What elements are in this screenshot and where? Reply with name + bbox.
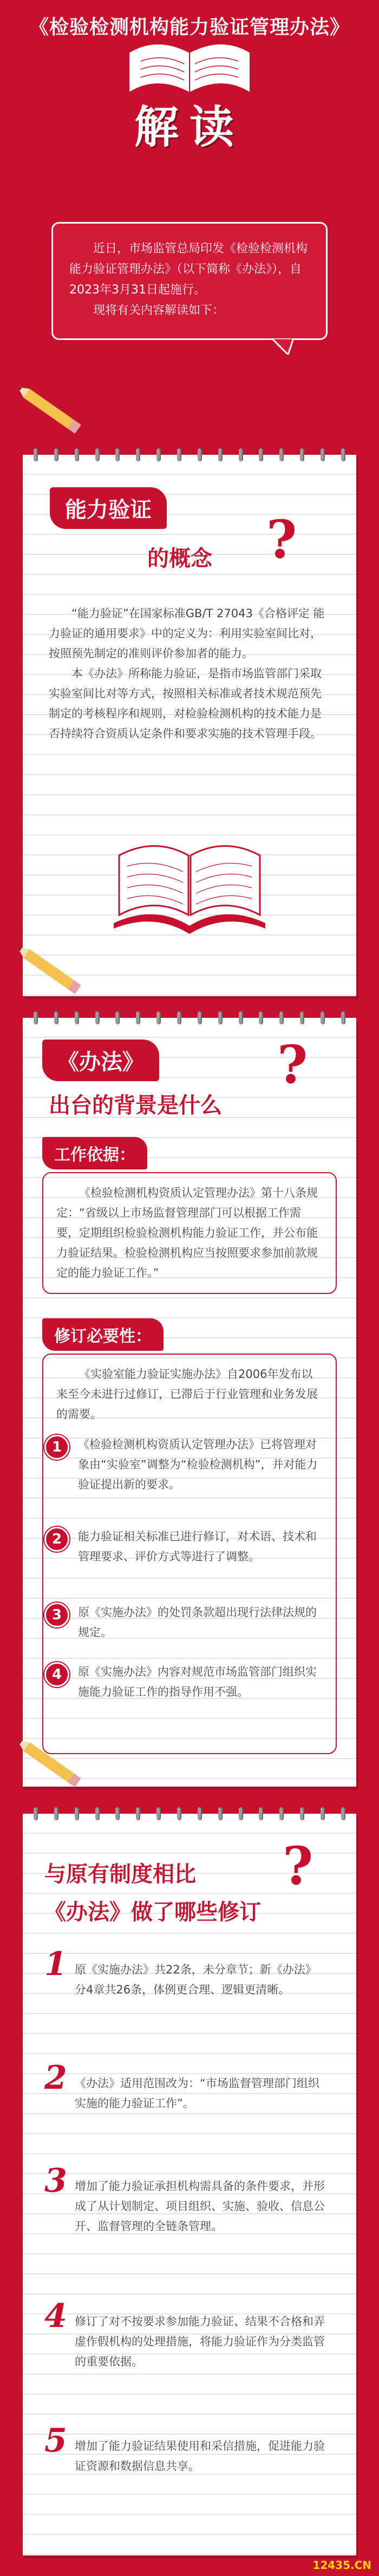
item-number: 1 (44, 1945, 67, 1983)
concept-text (49, 604, 330, 744)
header-title: 《检验检测机构能力验证管理办法》 (29, 16, 350, 38)
open-book-illustration (114, 834, 265, 937)
revise-label: 修订必要性： (42, 1318, 164, 1351)
item-text: 修订了对不按要求参加能力验证、结果不合格和弄虚作假机构的处理措施，将能力验证作为分类监管的重要依据。 (75, 2315, 325, 2368)
spiral-binding (34, 448, 345, 461)
basis-box (42, 1172, 337, 1294)
concept-title: 能力验证 (50, 487, 167, 529)
revision-item-2 (44, 2059, 326, 2114)
item-number: 2 (44, 1527, 69, 1552)
background-title: 《办法》 (42, 1039, 159, 1081)
watermark: 12435.CN (312, 2559, 371, 2572)
item-number: 4 (44, 1662, 69, 1687)
background-card (23, 1018, 356, 1787)
item-number: 3 (44, 1603, 69, 1627)
revise-item-3 (44, 1603, 326, 1643)
spiral-binding (34, 1807, 345, 1820)
revise-item-4 (44, 1662, 326, 1702)
basis-label: 工作依据： (42, 1137, 147, 1169)
item-text: 增加了能力验证承担机构需具备的条件要求，并形成了从计划制定、项目组织、实施、验收、信息公开、监督管理的全链条管理。 (75, 2180, 325, 2233)
question-mark-icon: ? (266, 509, 297, 570)
item-text: 原《实施办法》共22条，未分章节；新《办法》分4章共26条，体例更合理、逻辑更清晰。 (75, 1963, 317, 1996)
background-subtitle: 出台的背景是什么 (49, 1093, 222, 1118)
speech-tail (272, 338, 293, 355)
item-number: 2 (44, 2059, 67, 2097)
intro-bubble (51, 222, 328, 340)
revise-item-1 (44, 1435, 326, 1495)
question-mark-icon: ? (283, 1835, 313, 1897)
concept-paragraph-2: 本《办法》所称能力验证，是指市场监管部门采取实验室间比对等方式，按照相关标准或者技术规范预先制定的考核程序和规则，对检验检测机构的技术能力是否持续符合资质认定条件和要求实施的技术管理手段。 (49, 667, 322, 740)
question-mark-icon: ? (277, 1034, 308, 1095)
intro-paragraph-1: 近日，市场监管总局印发《检验检测机构能力验证管理办法》（以下简称《办法》），自2023年3月31日起施行。 (69, 242, 308, 297)
revise-text: 《实验室能力验证实施办法》自2006年发布以来至今未进行过修订，已滞后于行业管理和业务发展的需要。 (56, 1368, 318, 1421)
revision-item-4 (44, 2297, 326, 2372)
spiral-binding (34, 1011, 345, 1024)
item-text: 原《实施办法》的处罚条款超出现行法律法规的规定。 (78, 1606, 317, 1639)
item-number: 4 (44, 2297, 67, 2335)
item-number: 3 (44, 2162, 67, 2200)
item-number: 1 (44, 1435, 69, 1460)
item-text: 增加了能力验证结果使用和采信措施，促进能力验证资源和数据信息共享。 (75, 2440, 325, 2473)
item-number: 5 (44, 2422, 67, 2460)
header-jiedu: 解读 (134, 102, 245, 153)
revision-card (23, 1814, 356, 2555)
revision-item-5 (44, 2422, 326, 2476)
concept-subtitle: 的概念 (147, 546, 212, 571)
revision-title-line2: 《办法》做了哪些修订 (44, 1900, 261, 1925)
item-text: 《办法》适用范围改为：“市场监督管理部门组织实施的能力验证工作”。 (75, 2077, 319, 2110)
concept-card (23, 455, 356, 996)
concept-paragraph-1: “能力验证”在国家标准GB/T 27043《合格评定 能力验证的通用要求》中的定义为：利用实验室间比对，按照预先制定的准则评价参加者的能力。 (49, 607, 325, 660)
revision-title-line1: 与原有制度相比 (44, 1862, 196, 1887)
intro-paragraph-2: 现将有关内容解读如下： (93, 304, 225, 317)
revise-item-2 (44, 1527, 326, 1567)
item-text: 《检验检测机构资质认定管理办法》已将管理对象由“实验室”调整为“检验检测机构”，并对能力验证提出新的要求。 (78, 1438, 318, 1491)
revision-item-1 (44, 1945, 326, 2000)
basis-text: 《检验检测机构资质认定管理办法》第十八条规定：“省级以上市场监督管理部门可以根据工作需要，定期组织检验检测机构能力验证工作，并公布能力验证结果。检验检测机构应当按照要求参加前款规定的能力验证工作。” (56, 1186, 318, 1279)
item-text: 能力验证相关标准已进行修订，对术语、技术和管理要求、评价方式等进行了调整。 (78, 1530, 317, 1563)
revision-item-3 (44, 2162, 326, 2237)
item-text: 原《实施办法》内容对规范市场监管部门组织实施能力验证工作的指导作用不强。 (78, 1665, 317, 1698)
pencil-icon (13, 381, 84, 437)
